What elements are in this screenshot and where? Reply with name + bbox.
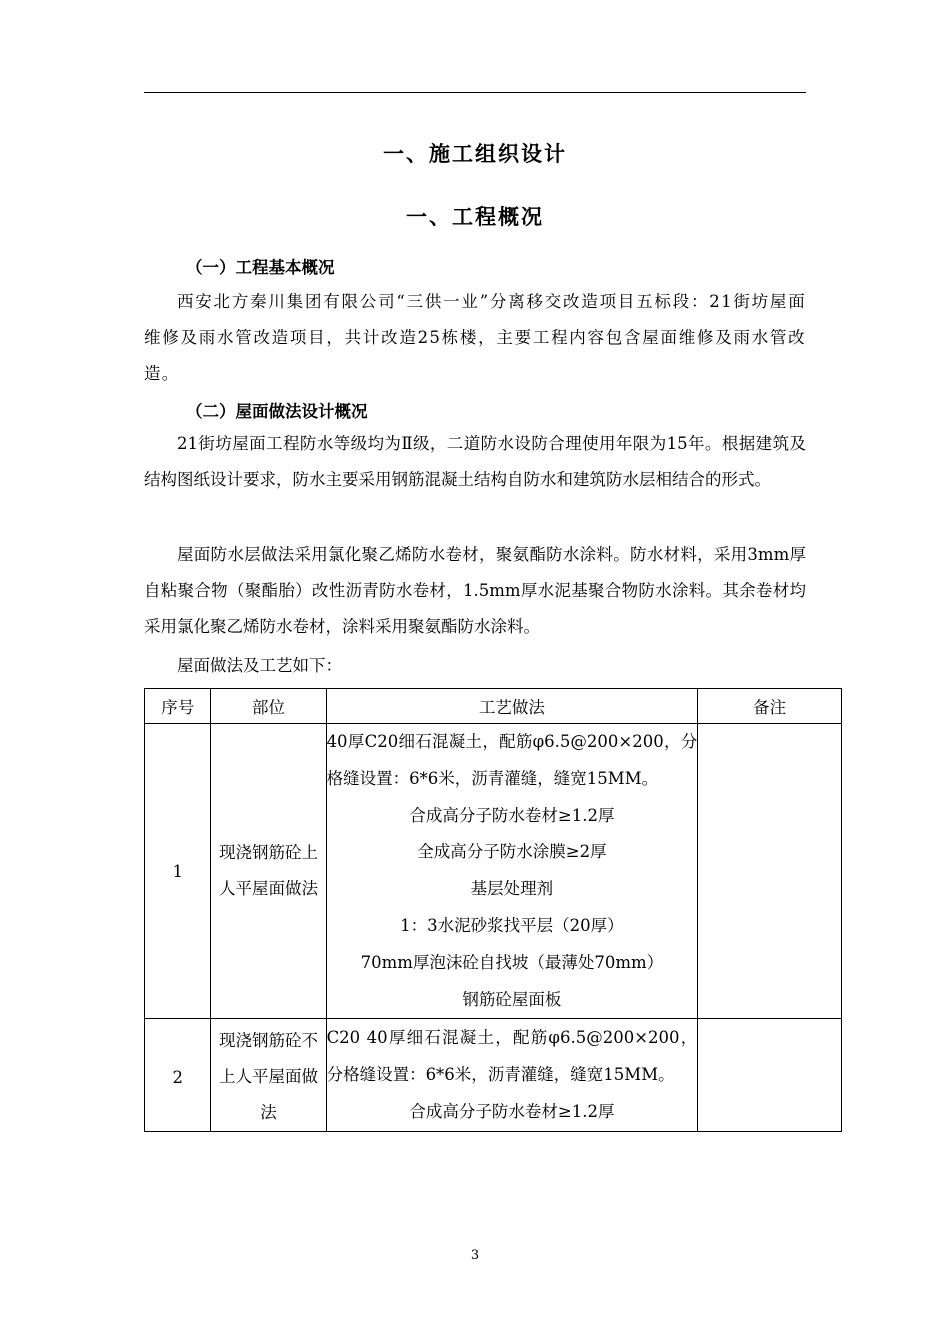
paragraph-waterproof-materials: 屋面防水层做法采用氯化聚乙烯防水卷材，聚氨酯防水涂料。防水材料，采用3mm厚自粘聚合物（聚酯胎）改性沥青防水卷材，1.5mm厚水泥基聚合物防水涂料。其余卷材均采用氯化聚乙烯防水卷材，涂料采用聚氨酯防水涂料。 — [144, 545, 806, 636]
header-part: 部位 — [211, 689, 326, 724]
process-step: C20 40厚细石混凝土，配筋φ6.5@200×200，分格缝设置：6*6米，沥青灌缝，缝宽15MM。 — [326, 1028, 698, 1084]
process-step: 40厚C20细石混凝土，配筋φ6.5@200×200，分格缝设置：6*6米，沥青灌缝，缝宽15MM。 — [326, 732, 698, 788]
chapter-title: 一、施工组织设计 — [383, 141, 567, 166]
row-steps — [326, 1019, 698, 1132]
header-remark: 备注 — [698, 689, 842, 724]
roof-process-table — [144, 688, 842, 1132]
header-rule — [144, 92, 806, 93]
table-row — [145, 1019, 842, 1132]
header-no: 序号 — [145, 689, 211, 724]
row-steps — [326, 724, 698, 1019]
table-row — [145, 724, 842, 1019]
page-number: 3 — [470, 1248, 480, 1263]
table-header-row — [145, 689, 842, 724]
row-part — [211, 1019, 326, 1132]
row-number: 1 — [145, 724, 211, 1019]
section-title: 一、工程概况 — [406, 204, 544, 229]
process-step: 全成高分子防水涂膜≥2厚 — [417, 842, 607, 862]
header-process: 工艺做法 — [326, 689, 698, 724]
row-part-text: 现浇钢筋砼不上人平屋面做法 — [219, 1031, 319, 1123]
process-step: 合成高分子防水卷材≥1.2厚 — [409, 805, 615, 825]
process-step: 基层处理剂 — [470, 879, 554, 899]
row-number: 2 — [145, 1019, 211, 1132]
process-step: 1：3水泥砂浆找平层（20厚） — [400, 915, 624, 935]
process-step: 合成高分子防水卷材≥1.2厚 — [409, 1101, 615, 1121]
row-remark — [698, 1019, 842, 1132]
paragraph-table-intro: 屋面做法及工艺如下： — [177, 656, 342, 675]
subsection-basic-overview: （一）工程基本概况 — [186, 258, 335, 277]
row-part — [211, 724, 326, 1019]
paragraph-waterproof-grade: 21街坊屋面工程防水等级均为Ⅱ级，二道防水设防合理使用年限为15年。根据建筑及结构图纸设计要求，防水主要采用钢筋混凝土结构自防水和建筑防水层相结合的形式。 — [144, 434, 806, 489]
process-step: 钢筋砼屋面板 — [462, 989, 562, 1009]
row-part-text: 现浇钢筋砼上人平屋面做法 — [219, 843, 319, 899]
process-step: 70mm厚泡沫砼自找坡（最薄处70mm） — [360, 952, 664, 972]
paragraph-overview: 西安北方秦川集团有限公司“三供一业”分离移交改造项目五标段：21街坊屋面维修及雨水管改造项目，共计改造25栋楼，主要工程内容包含屋面维修及雨水管改造。 — [144, 292, 806, 383]
row-remark — [698, 724, 842, 1019]
subsection-roof-design: （二）屋面做法设计概况 — [186, 402, 368, 421]
